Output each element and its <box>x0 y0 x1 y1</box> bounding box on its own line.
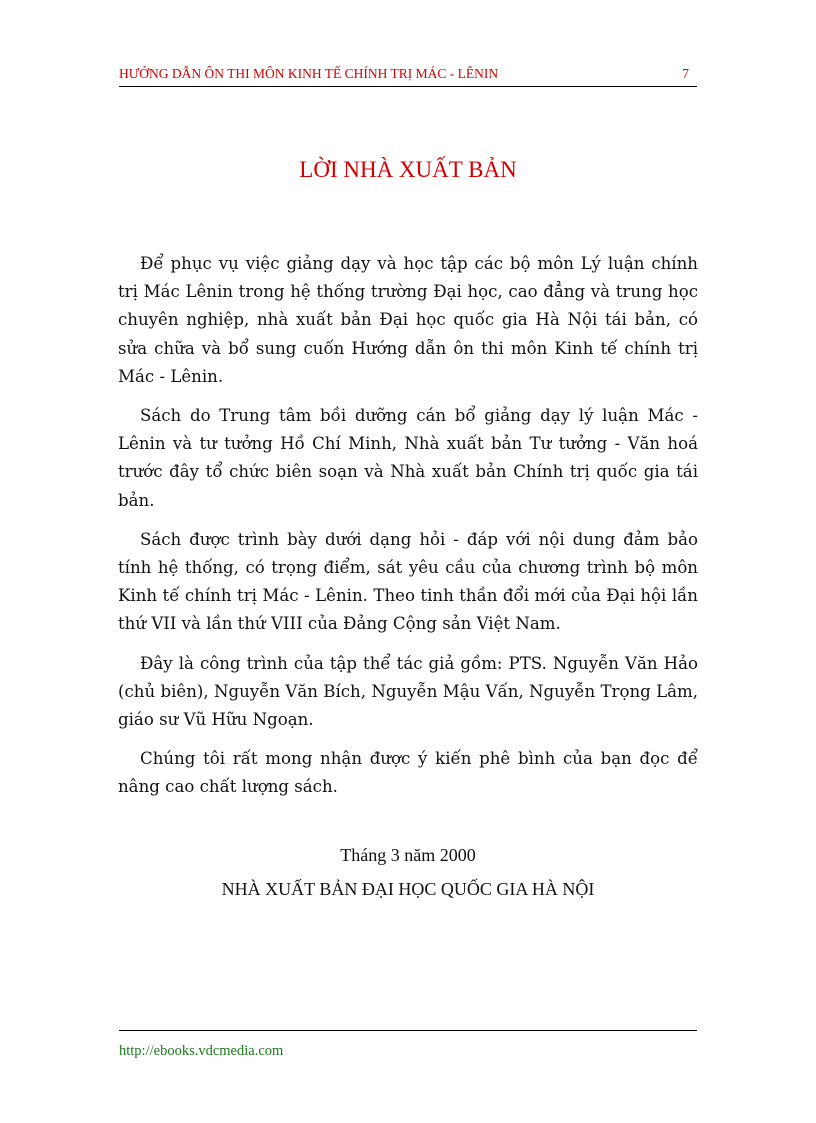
signature-block <box>118 838 698 906</box>
signature-date: Tháng 3 năm 2000 <box>340 845 476 865</box>
page-number: 7 <box>682 66 689 81</box>
paragraph: Sách do Trung tâm bồi dưỡng cán bổ giảng dạy lý luận Mác - Lênin và tư tưởng Hồ Chí Minh, Nhà xuất bản Tư tưởng - Văn hoá trước đây tổ chức biên soạn và Nhà xuất bản Chính trị quốc gia tái bản. <box>118 406 698 510</box>
paragraph: Sách được trình bày dưới dạng hỏi - đáp với nội dung đảm bảo tính hệ thống, có trọng điểm, sát yêu cầu của chương trình bộ môn Kinh tế chính trị Mác - Lênin. Theo tinh thần đổi mới của Đại hội lần thứ VII và lần thứ VIII của Đảng Cộng sản Việt Nam. <box>118 529 698 634</box>
footer-divider <box>119 1030 697 1031</box>
body-text <box>118 250 698 813</box>
paragraph: Để phục vụ việc giảng dạy và học tập các bộ môn Lý luận chính trị Mác Lênin trong hệ thống trường Đại học, cao đẳng và trung học chuyên nghiệp, nhà xuất bản Đại học quốc gia Hà Nội tái bản, có sửa chữa và bổ sung cuốn Hướng dẫn ôn thi môn Kinh tế chính trị Mác - Lênin. <box>118 254 698 386</box>
running-title: HƯỚNG DẪN ÔN THI MÔN KINH TẾ CHÍNH TRỊ MÁC - LÊNIN <box>119 66 499 81</box>
paragraph: Đây là công trình của tập thể tác giả gồm: PTS. Nguyễn Văn Hảo (chủ biên), Nguyễn Văn Bích, Nguyễn Mậu Vấn, Nguyễn Trọng Lâm, giáo sư Vũ Hữu Ngoạn. <box>118 653 698 730</box>
running-header <box>119 62 697 87</box>
page-title: LỜI NHÀ XUẤT BẢN <box>299 157 517 182</box>
signature-publisher: NHÀ XUẤT BẢN ĐẠI HỌC QUỐC GIA HÀ NỘI <box>221 879 595 899</box>
footer-link[interactable]: http://ebooks.vdcmedia.com <box>119 1043 284 1059</box>
paragraph: Chúng tôi rất mong nhận được ý kiến phê bình của bạn đọc để nâng cao chất lượng sách. <box>118 749 698 797</box>
